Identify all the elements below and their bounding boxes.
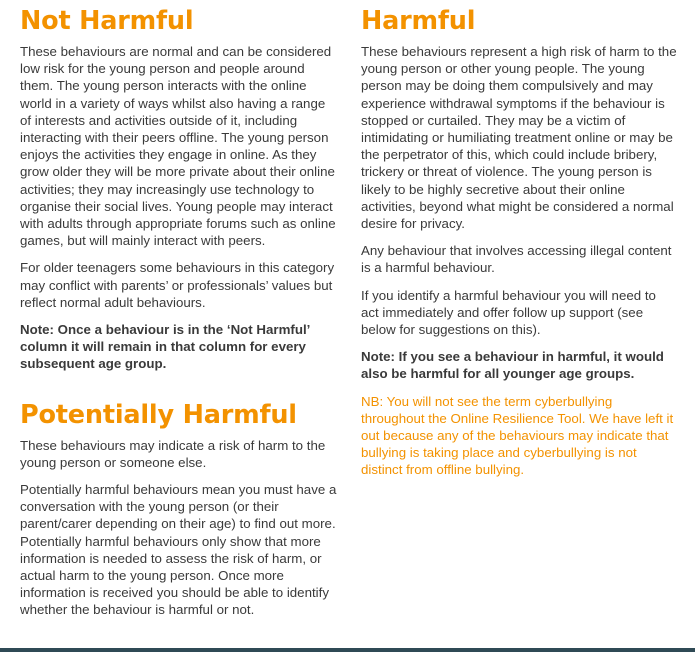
harmful-description: These behaviours represent a high risk of harm to the young person or other young people. The young person may be doing them compulsively and may experience withdrawal symptoms if the behaviour is stopped or curtailed. They may be a victim of intimidating or humiliating treatment online or may be the perpetrator of this, which could include bribery, trickery or threat of violence. The young person is likely to be highly secretive about their online activities, beyond what might be considered a normal desire for privacy. [361, 44, 677, 232]
harmful-illegal-content: Any behaviour that involves accessing illegal content is a harmful behaviour. [361, 243, 672, 276]
potentially-harmful-section [20, 400, 338, 619]
not-harmful-description: These behaviours are normal and can be considered low risk for the young person and people around them. The young person interacts with the online world in a variety of ways whilst also having a range of interests and activities outside of it, including interacting with their peers offline. The young person enjoys the activities they engage in online. As they grow older they will be more private about their online activities; they may increasingly use technology to organise their social lives. Young people may interact with adults through appropriate forums such as online games, but will mainly interact with peers. [20, 44, 336, 249]
left-column [20, 0, 338, 629]
not-harmful-older-teenagers: For older teenagers some behaviours in this category may conflict with parents’ or professionals’ values but reflect normal adult behaviours. [20, 260, 335, 310]
not-harmful-heading: Not Harmful [20, 6, 194, 36]
potentially-harmful-heading: Potentially Harmful [20, 399, 297, 430]
potentially-harmful-description: These behaviours may indicate a risk of harm to the young person or someone else. [20, 437, 326, 470]
potentially-harmful-detail: Potentially harmful behaviours mean you must have a conversation with the young person (or their parent/carer depending on their age) to find out more. Potentially harmful behaviours only show that more information is needed to assess the risk of harm, or actual harm to the young person. Once more information is received you should be able to identify whether the behaviour is harmful or not. [20, 482, 337, 618]
right-column [361, 0, 677, 489]
bottom-bar [0, 648, 695, 652]
harmful-heading: Harmful [361, 6, 476, 36]
cyberbullying-nb: NB: You will not see the term cyberbullying throughout the Online Resilience Tool. We have left it out because any of the behaviours may indicate that bullying is taking place and cyberbullying is not distinct from offline bullying. [361, 393, 674, 478]
harmful-section [361, 6, 677, 479]
not-harmful-section [20, 6, 338, 373]
harmful-note: Note: If you see a behaviour in harmful, it would also be harmful for all younger age groups. [361, 349, 664, 382]
not-harmful-note: Note: Once a behaviour is in the ‘Not Harmful’ column it will remain in that column for every subsequent age group. [20, 322, 310, 372]
harmful-action: If you identify a harmful behaviour you will need to act immediately and offer follow up support (see below for suggestions on this). [361, 287, 656, 338]
